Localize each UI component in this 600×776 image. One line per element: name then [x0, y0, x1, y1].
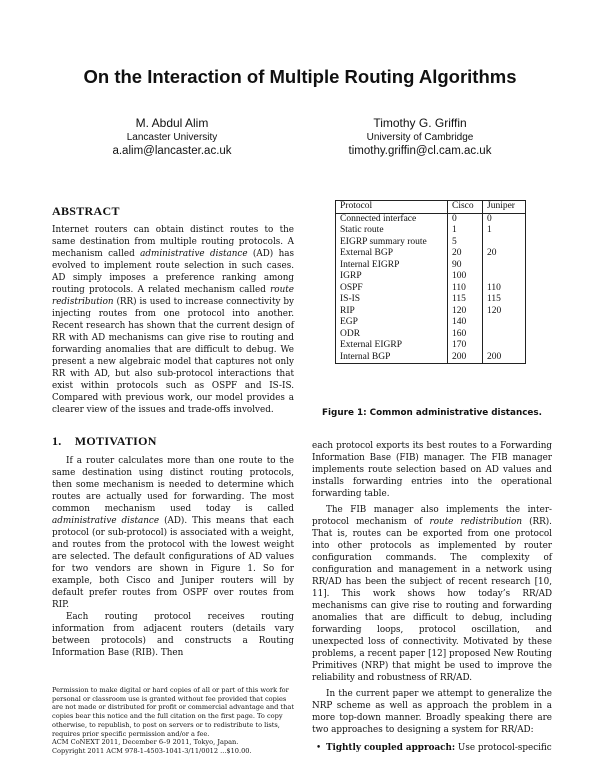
- bullet-text: Use protocol-specific: [455, 743, 552, 753]
- abstract-part-5: (RR) is used to increase connectivity by injecting routes from one protocol into another. Recent research has shown that the current design of RR with AD mechanisms can give rise to routing and forwarding anomalies that are difficult to debug. We present a new algebraic model that captures not only RR with AD, but also sub-protocol interactions that exist within protocols such as OSPF and IS-IS. Compared with previous work, our model provides a clearer view of the issues and trade-offs involved.: [52, 297, 294, 415]
- author-2-email: timothy.griffin@cl.cam.ac.uk: [348, 145, 492, 157]
- cell-cisco: 140: [448, 317, 483, 329]
- cell-cisco: 90: [448, 260, 483, 272]
- table-row: [336, 329, 526, 341]
- cell-cisco: 115: [448, 294, 483, 306]
- cell-protocol: IS-IS: [336, 294, 448, 306]
- motivation-paragraph-5: In the current paper we attempt to generalize the NRP scheme as well as approach the problem in a more top-down manner. Broadly speaking there are two approaches to designing a system for RR/AD:: [312, 689, 552, 735]
- motivation-paragraph-4: [312, 504, 552, 684]
- table-row: [336, 260, 526, 272]
- abstract-term-ad: administrative distance: [140, 249, 248, 259]
- cell-juniper: 200: [483, 352, 526, 364]
- cell-juniper: 1: [483, 225, 526, 237]
- admin-distance-table: [335, 200, 526, 364]
- header-protocol: Protocol: [336, 201, 448, 214]
- cell-juniper: [483, 271, 526, 283]
- bullet-item-tightly-coupled: [312, 742, 552, 754]
- cell-protocol: Internal EIGRP: [336, 260, 448, 272]
- cell-protocol: Internal BGP: [336, 352, 448, 364]
- motivation-p4-part-3: (RR). That is, routes can be exported from one protocol into other protocols as implemented by router configuration commands. The complexity of configuration and management in a network using RR/AD has been the subject of recent research [10, 11]. This work shows how today’s RR/AD mechanisms can give rise to routing and forwarding anomalies that are difficult to debug, including forwarding loops, protocol oscillation, and unexpected loss of connectivity. Motivated by these problems, a recent paper [12] proposed New Routing Primitives (NRP) that might be used to improve the reliability and robustness of RR/AD.: [312, 517, 552, 683]
- cell-protocol: External BGP: [336, 248, 448, 260]
- paper-title: On the Interaction of Multiple Routing Algorithms: [83, 66, 517, 87]
- bullet-icon: •: [316, 743, 322, 753]
- cell-cisco: 170: [448, 340, 483, 352]
- bullet-label: Tightly coupled approach:: [326, 743, 456, 753]
- right-column: [312, 440, 552, 754]
- cell-juniper: [483, 237, 526, 249]
- abstract-heading: ABSTRACT: [52, 204, 120, 218]
- table-row: [336, 283, 526, 295]
- header-juniper: Juniper: [483, 201, 526, 214]
- table-row: [336, 248, 526, 260]
- cell-protocol: EGP: [336, 317, 448, 329]
- cell-cisco: 0: [448, 213, 483, 225]
- table-row: [336, 271, 526, 283]
- abstract-part-3: (AD) has evolved to implement route selection in such cases. AD simply imposes a preference ranking among routing protocols. A related mechanism called: [52, 249, 294, 295]
- header-cisco: Cisco: [448, 201, 483, 214]
- section-1-heading: 1. MOTIVATION: [52, 434, 157, 448]
- cell-cisco: 160: [448, 329, 483, 341]
- motivation-p1-part-1: If a router calculates more than one route to the same destination using distinct routing protocols, then some mechanism is needed to determine which routes are actually used for forwarding. The most common mechanism used today is called: [52, 456, 294, 514]
- author-1-affiliation: Lancaster University: [126, 132, 218, 143]
- cell-juniper: [483, 260, 526, 272]
- cell-cisco: 5: [448, 237, 483, 249]
- author-1: [52, 116, 292, 158]
- cell-cisco: 120: [448, 306, 483, 318]
- motivation-term-ad: administrative distance: [52, 516, 160, 526]
- motivation-paragraph-1: [52, 455, 294, 611]
- left-column: [52, 204, 294, 659]
- motivation-p4-part-1: The FIB manager also implements the inter-protocol mechanism of: [312, 505, 552, 527]
- motivation-paragraph-3: each protocol exports its best routes to a Forwarding Information Base (FIB) manager. The FIB manager implements route selection based on AD values and installs forwarding entries into the operational forwarding table.: [312, 441, 552, 499]
- cell-cisco: 110: [448, 283, 483, 295]
- cell-juniper: [483, 317, 526, 329]
- cell-juniper: [483, 340, 526, 352]
- cell-cisco: 200: [448, 352, 483, 364]
- table-row: [336, 237, 526, 249]
- venue-line: ACM CoNEXT 2011, December 6–9 2011, Tokyo, Japan.: [52, 738, 239, 747]
- cell-protocol: External EIGRP: [336, 340, 448, 352]
- cell-protocol: RIP: [336, 306, 448, 318]
- motivation-term-rr: route redistribution: [429, 517, 522, 527]
- cell-juniper: 120: [483, 306, 526, 318]
- author-2-affiliation: University of Cambridge: [366, 132, 474, 143]
- abstract-term-rr: route redistribution: [52, 285, 294, 307]
- cell-cisco: 1: [448, 225, 483, 237]
- cell-protocol: EIGRP summary route: [336, 237, 448, 249]
- cell-juniper: 115: [483, 294, 526, 306]
- cell-protocol: OSPF: [336, 283, 448, 295]
- table-row: [336, 352, 526, 364]
- cell-cisco: 20: [448, 248, 483, 260]
- cell-juniper: 0: [483, 213, 526, 225]
- table-row: [336, 317, 526, 329]
- table-header-row: [336, 201, 526, 214]
- cell-protocol: ODR: [336, 329, 448, 341]
- copyright-footnote: [52, 686, 294, 756]
- cell-cisco: 100: [448, 271, 483, 283]
- motivation-p1-part-3: (AD). This means that each protocol (or sub-protocol) is associated with a weight, and routes from the protocol with the lowest weight are selected. The default configurations of AD values for two vendors are shown in Figure 1. So for example, both Cisco and Juniper routers will by default prefer routes from OSPF over routes from RIP.: [52, 516, 294, 610]
- permission-notice: Permission to make digital or hard copies of all or part of this work for personal or classroom use is granted without fee provided that copies are not made or distributed for profit or commercial advantage and that copies bear this notice and the full citation on the first page. To copy otherwise, to republish, to post on servers or to redistribute to lists, requires prior specific permission and/or a fee.: [52, 686, 294, 738]
- author-1-email: a.alim@lancaster.ac.uk: [112, 145, 232, 157]
- cell-juniper: 20: [483, 248, 526, 260]
- table-row: [336, 340, 526, 352]
- cell-protocol: Connected interface: [336, 213, 448, 225]
- table-row: [336, 306, 526, 318]
- abstract-text: [52, 224, 294, 416]
- figure-caption: Figure 1: Common administrative distances.: [322, 408, 542, 418]
- cell-protocol: Static route: [336, 225, 448, 237]
- cell-juniper: 110: [483, 283, 526, 295]
- abstract-part-1: Internet routers can obtain distinct routes to the same destination from multiple routing protocols. A mechanism called: [52, 225, 294, 259]
- cell-protocol: IGRP: [336, 271, 448, 283]
- table-row: [336, 225, 526, 237]
- table-row: [336, 213, 526, 225]
- motivation-paragraph-2: Each routing protocol receives routing information from adjacent routers (details vary between protocols) and constructs a Routing Information Base (RIB). Then: [52, 612, 294, 658]
- table-row: [336, 294, 526, 306]
- author-2-name: Timothy G. Griffin: [373, 116, 467, 130]
- copyright-line: Copyright 2011 ACM 978-1-4503-1041-3/11/0012 ...$10.00.: [52, 746, 252, 755]
- author-2: [300, 116, 540, 158]
- author-1-name: M. Abdul Alim: [135, 116, 209, 130]
- cell-juniper: [483, 329, 526, 341]
